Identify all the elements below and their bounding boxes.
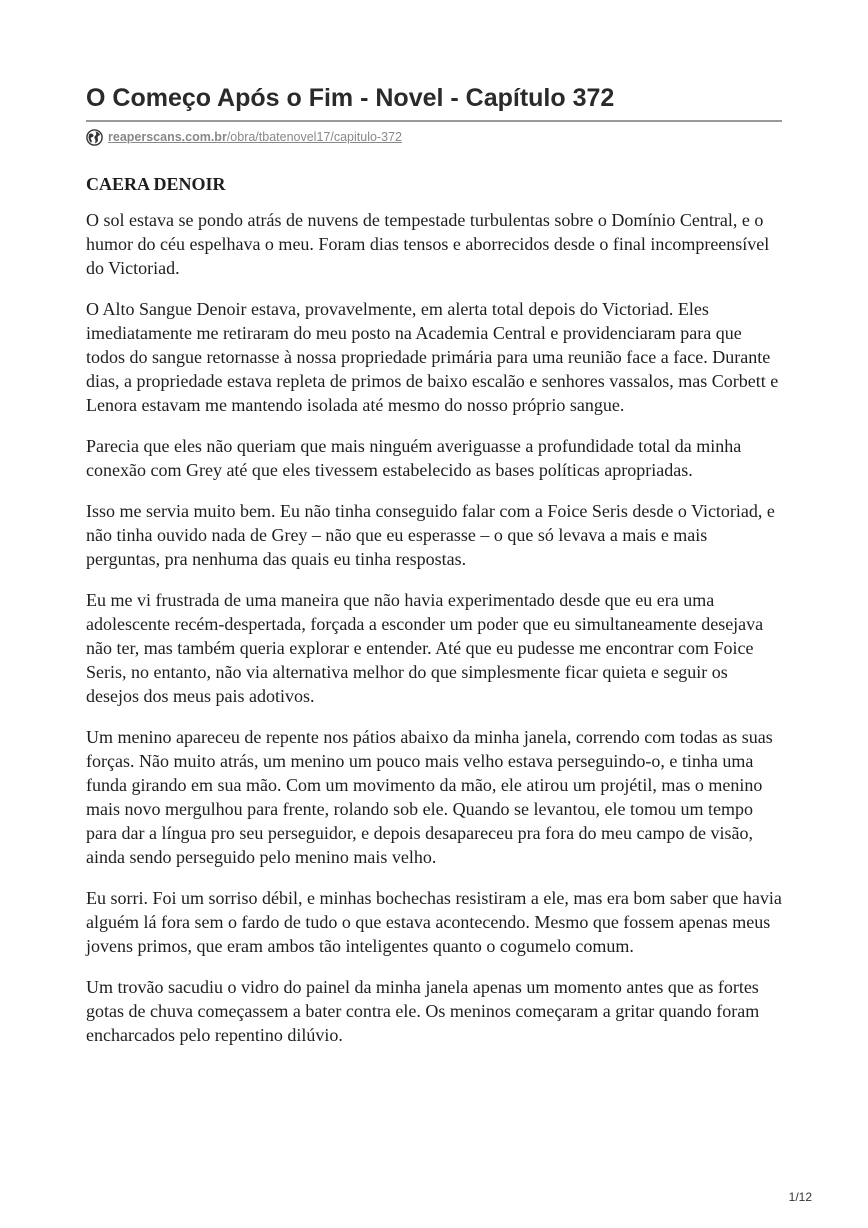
paragraph: Eu me vi frustrada de uma maneira que não havia experimentado desde que eu era uma adolescente recém-despertada, forçada a esconder um poder que eu simultaneamente desejava não ter, mas também queria explorar e entender. Até que eu pudesse me encontrar com Foice Seris, no entanto, não via alternativa melhor do que simplesmente ficar quieta e seguir os desejos dos meus pais adotivos.	[86, 590, 764, 706]
paragraph: Parecia que eles não queriam que mais ninguém averiguasse a profundidade total da minha conexão com Grey até que eles tivessem estabelecido as bases políticas apropriadas.	[86, 436, 742, 480]
source-line	[86, 128, 402, 146]
globe-icon	[86, 129, 103, 146]
page-number: 1/12	[788, 1190, 812, 1204]
chapter-content	[86, 172, 782, 1064]
source-path: /obra/tbatenovel17/capitulo-372	[226, 130, 402, 144]
section-heading: CAERA DENOIR	[86, 174, 226, 194]
paragraph: Isso me servia muito bem. Eu não tinha conseguido falar com a Foice Seris desde o Victoriad, e não tinha ouvido nada de Grey – não que eu esperasse – o que só levava a mais e mais perguntas, pra nenhuma das quais eu tinha respostas.	[86, 501, 775, 569]
title-divider	[86, 120, 782, 122]
source-domain: reaperscans.com.br	[108, 130, 227, 144]
paragraph: O sol estava se pondo atrás de nuvens de tempestade turbulentas sobre o Domínio Central, e o humor do céu espelhava o meu. Foram dias tensos e aborrecidos desde o final incompreensível do Victoriad.	[86, 210, 770, 278]
paragraph: Um trovão sacudiu o vidro do painel da minha janela apenas um momento antes que as fortes gotas de chuva começassem a bater contra ele. Os meninos começaram a gritar quando foram encharcados pelo repentino dilúvio.	[86, 977, 760, 1045]
paragraph: O Alto Sangue Denoir estava, provavelmente, em alerta total depois do Victoriad. Eles imediatamente me retiraram do meu posto na Academia Central e providenciaram para que todos do sangue retornasse à nossa propriedade primária para uma reunião face a face. Durante dias, a propriedade estava repleta de primos de baixo escalão e senhores vassalos, mas Corbett e Lenora estavam me mantendo isolada até mesmo do nosso próprio sangue.	[86, 299, 779, 415]
paragraph: Eu sorri. Foi um sorriso débil, e minhas bochechas resistiram a ele, mas era bom saber que havia alguém lá fora sem o fardo de tudo o que estava acontecendo. Mesmo que fossem apenas meus jovens primos, que eram ambos tão inteligentes quanto o cogumelo comum.	[86, 888, 782, 956]
source-url-link[interactable]	[108, 130, 402, 144]
paragraph: Um menino apareceu de repente nos pátios abaixo da minha janela, correndo com todas as suas forças. Não muito atrás, um menino um pouco mais velho estava perseguindo-o, e tinha uma funda girando em sua mão. Com um movimento da mão, ele atirou um projétil, mas o menino mais novo mergulhou para frente, rolando sob ele. Quando se levantou, ele tomou um tempo para dar a língua pro seu perseguidor, e depois desapareceu pra fora do meu campo de visão, ainda sendo perseguido pelo menino mais velho.	[86, 727, 773, 867]
page-title: O Começo Após o Fim - Novel - Capítulo 372	[86, 84, 615, 112]
